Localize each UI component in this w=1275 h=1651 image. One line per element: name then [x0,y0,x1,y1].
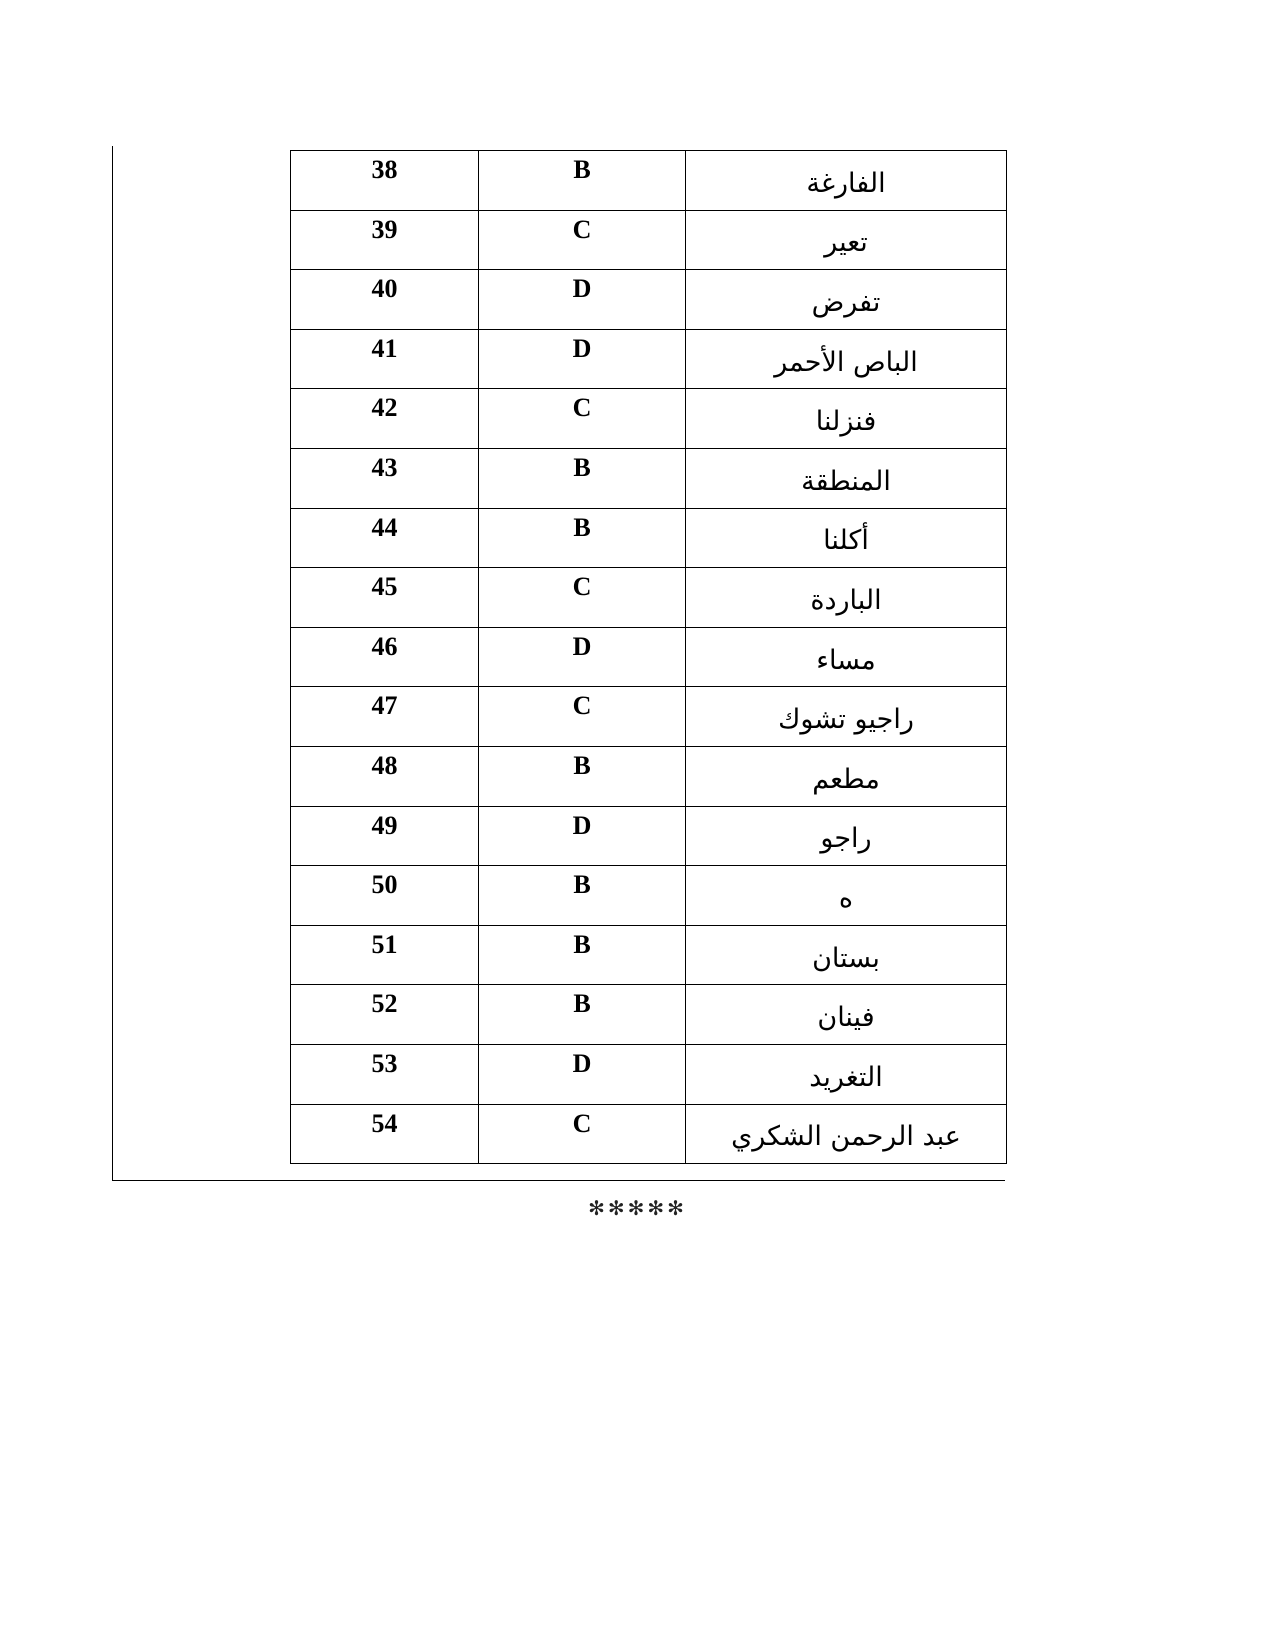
table-row [291,985,1007,1045]
answer-letter: C [572,1108,592,1138]
question-number: 52 [371,989,398,1019]
question-number: 53 [371,1048,398,1078]
answer-word: الباردة [810,584,882,616]
answer-word: تعير [824,227,868,259]
question-number-cell [291,866,479,926]
table-row [291,389,1007,449]
answer-word-cell [686,1044,1007,1104]
answer-letter-cell [479,627,686,687]
question-number-cell [291,210,479,270]
answer-word: مطعم [812,763,880,795]
table-row [291,627,1007,687]
question-number: 54 [371,1108,398,1138]
answer-word: أكلنا [823,525,869,557]
answer-letter-cell [479,925,686,985]
answer-letter-cell [479,746,686,806]
answer-word-cell [686,151,1007,211]
question-number-cell [291,508,479,568]
table-row [291,1104,1007,1164]
table-row [291,687,1007,747]
question-number-cell [291,1104,479,1164]
answer-word: الباص الأحمر [774,346,918,378]
question-number: 43 [371,452,398,482]
answer-letter-cell [479,806,686,866]
answer-letter: D [572,1048,592,1078]
answer-letter: B [573,750,591,780]
question-number: 48 [371,750,398,780]
answer-word-cell [686,448,1007,508]
table-row [291,1044,1007,1104]
answer-word-cell [686,687,1007,747]
answer-letter: D [572,631,592,661]
table-row [291,746,1007,806]
question-number: 50 [371,870,398,900]
question-number-cell [291,925,479,985]
answer-word: مساء [816,644,876,676]
answer-word: فينان [817,1002,875,1034]
answer-word: التغريد [809,1061,883,1093]
answer-word-cell [686,806,1007,866]
question-number: 51 [371,929,398,959]
answer-word-cell [686,627,1007,687]
question-number: 45 [371,572,398,602]
answer-letter-cell [479,389,686,449]
table-row [291,270,1007,330]
question-number: 47 [371,691,398,721]
answer-letter-cell [479,270,686,330]
question-number-cell [291,389,479,449]
answer-letter-cell [479,151,686,211]
answer-letter: B [573,929,591,959]
answer-word: فنزلنا [815,406,877,438]
answer-letter: B [573,870,591,900]
answer-word-cell [686,508,1007,568]
question-number-cell [291,687,479,747]
answer-letter-cell [479,210,686,270]
answer-word: بستان [812,942,880,974]
answer-letter: C [572,572,592,602]
answer-letter-cell [479,1104,686,1164]
question-number: 46 [371,631,398,661]
answer-word-cell [686,925,1007,985]
question-number: 44 [371,512,398,542]
question-number: 39 [371,214,398,244]
answer-word: المنطقة [801,465,891,497]
answer-word-cell [686,568,1007,628]
answer-letter: C [572,214,592,244]
answer-letter-cell [479,568,686,628]
question-number: 41 [371,333,398,363]
answer-word-cell [686,329,1007,389]
answer-word-cell [686,389,1007,449]
question-number: 42 [371,393,398,423]
answer-letter: B [573,512,591,542]
question-number-cell [291,806,479,866]
answer-letter: D [572,333,592,363]
table-row [291,329,1007,389]
answer-word-cell [686,210,1007,270]
question-number-cell [291,270,479,330]
answer-letter: B [573,989,591,1019]
table-row [291,508,1007,568]
answer-key-table [290,150,1007,1164]
question-number-cell [291,1044,479,1104]
table-row [291,151,1007,211]
answer-letter-cell [479,329,686,389]
answer-letter-cell [479,1044,686,1104]
question-number: 49 [371,810,398,840]
answer-word-cell [686,270,1007,330]
answer-word: تفرض [811,286,881,318]
answer-letter-cell [479,508,686,568]
answer-word-cell [686,746,1007,806]
table-row [291,210,1007,270]
answer-letter-cell [479,448,686,508]
answer-letter: D [572,810,592,840]
answer-letter: B [573,155,591,184]
table-row [291,448,1007,508]
answer-word: راجيو تشوك [778,704,914,736]
question-number: 38 [371,155,398,184]
question-number-cell [291,568,479,628]
answer-letter: D [572,274,592,304]
table-row [291,806,1007,866]
answer-letter: C [572,691,592,721]
table-row [291,925,1007,985]
answer-letter: B [573,452,591,482]
answer-letter-cell [479,866,686,926]
answer-letter: C [572,393,592,423]
answer-word-cell [686,1104,1007,1164]
question-number-cell [291,329,479,389]
answer-letter-cell [479,985,686,1045]
answer-word-cell [686,866,1007,926]
question-number: 40 [371,274,398,304]
end-of-section-asterisks: ✻✻✻✻✻ [588,1196,687,1220]
question-number-cell [291,151,479,211]
answer-word: عبد الرحمن الشكري [731,1121,961,1153]
table-row [291,866,1007,926]
answer-word: ه [838,882,854,914]
table-row [291,568,1007,628]
answer-letter-cell [479,687,686,747]
answer-word: راجو [820,823,872,855]
answer-word-cell [686,985,1007,1045]
question-number-cell [291,985,479,1045]
answer-key-body [291,151,1007,1164]
question-number-cell [291,448,479,508]
answer-word: الفارغة [806,167,886,199]
question-number-cell [291,746,479,806]
question-number-cell [291,627,479,687]
